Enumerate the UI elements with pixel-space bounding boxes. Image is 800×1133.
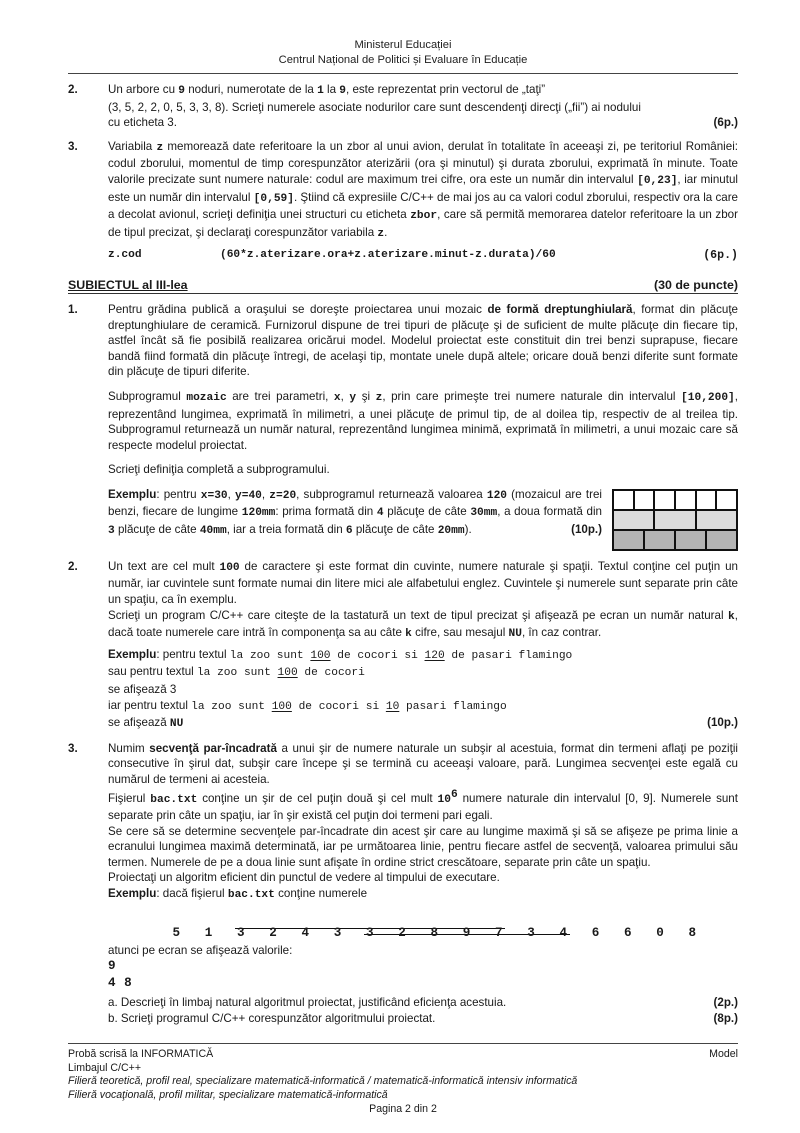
- footer-language: Limbajul C/C++: [68, 1061, 142, 1074]
- s3p3-output-line-2: 4 8: [108, 976, 133, 991]
- p2-l1e: la: [323, 83, 340, 96]
- s3p3-ex-b: conţine numerele: [274, 887, 368, 901]
- s3p2-ex1-prefix: : pentru textul: [156, 647, 230, 661]
- footer-page-number: Pagina 2 din 2: [369, 1103, 437, 1116]
- problem-2-number: 2.: [68, 83, 78, 96]
- p2-l1f: 9: [339, 85, 346, 97]
- problem-2: [68, 82, 738, 131]
- s3p1-ex-x: x=30: [200, 489, 228, 502]
- s3p1-ex-f: : prima formată din: [275, 505, 377, 519]
- s3p2-ex2-t2: de cocori: [297, 667, 365, 680]
- mosaic-tile: [655, 491, 674, 509]
- subject-3-points: (30 de puncte): [654, 277, 738, 292]
- s3p2-ex3-out-a: se afişează: [108, 716, 170, 730]
- s3p1-d: are trei parametri,: [226, 389, 334, 403]
- s3p3-d: conţine un şir de cel puţin două şi cel mult: [197, 791, 438, 805]
- footer-filiera-vocationala: Filieră vocaţională, profil militar, specializare matematică-informatică: [68, 1088, 388, 1101]
- mosaic-tile: [697, 491, 716, 509]
- s3p2-ex1-u2: 120: [424, 649, 445, 662]
- s3p2-ex1-t2: de cocori si: [330, 649, 425, 662]
- problem-2-line3: [108, 115, 738, 131]
- s3p3-item-b-points: (8p.): [713, 1012, 738, 1026]
- s3p3-a: Numim: [108, 741, 150, 755]
- s3p1-rect-emphasis: de formă dreptunghiulară: [487, 302, 633, 316]
- p2-l3: cu eticheta 3.: [108, 116, 177, 130]
- p3-var-z2: z: [377, 227, 385, 240]
- p2-l1d: 1: [317, 85, 324, 97]
- problem-3-points: (6p.): [703, 249, 738, 263]
- mosaic-tile: [676, 531, 705, 549]
- expr-takeoff-hour-text: (60*z.aterizare.ora+z.aterizare.minut-z.durata)/60: [220, 249, 556, 262]
- s3p2-k2: k: [405, 628, 412, 641]
- header-divider: [68, 73, 738, 74]
- expr-zcod: z.cod: [108, 249, 142, 262]
- s3p3-file-name: bac.txt: [150, 793, 198, 806]
- sequence-digit: 4: [559, 926, 568, 941]
- s3p1-points: (10p.): [571, 523, 602, 537]
- s3p1-ex-j: , iar a treia formată din: [226, 523, 346, 537]
- problem-3: [68, 139, 738, 264]
- sequence-digit: 9: [462, 926, 471, 941]
- s3p1-ex-k: plăcuţe de câte: [352, 523, 438, 537]
- footer-model-label: Model: [709, 1048, 738, 1061]
- mosaic-band-bottom: [614, 531, 736, 549]
- sequence-digit: 6: [591, 926, 600, 941]
- s3p2-para-2: [108, 608, 738, 643]
- s3p1-ex-z: z=20: [269, 489, 297, 502]
- s3p3-pow-exp: 6: [450, 788, 458, 801]
- p2-l1b: 9: [178, 85, 185, 97]
- s3p1-ex-val: 120: [486, 489, 508, 502]
- s3p1-ex-l2: 40: [199, 525, 214, 538]
- mosaic-tile: [717, 491, 736, 509]
- s3-problem-2-body: [108, 559, 738, 733]
- p2-l1a: Un arbore cu: [108, 83, 179, 96]
- s3p1-ex-mm4: mm: [451, 525, 465, 538]
- sequence-gap: [600, 926, 624, 940]
- s3p1-ex-n3: 6: [345, 525, 353, 538]
- s3p1-g: , prin care primeşte trei numere naturale din intervalul: [382, 389, 682, 403]
- s3p2-para-1: [108, 559, 738, 608]
- s3p2-ex3-out-b: NU: [169, 718, 184, 731]
- s3p3-item-b: b. Scrieţi programul C/C++ corespunzător algoritmului proiectat.: [108, 1012, 436, 1026]
- s3p3-para-2: [108, 788, 738, 824]
- s3p1-c: Subprogramul: [108, 389, 187, 403]
- s3p1-b: , format din plăcuţe dreptunghiulare de ceramică. Furnizorul dispune de trei tipuri de plăcuţe şi de suficient de multe plăcuţe din fiecare tip, astfel încât să fie posibilă realizarea oricărui model. Modelul proiectat este constituit din trei benzi suprapuse, fiecare bandă fiind formată din plăcuţe întregi, de acelaşi tip, montate unele după altele; oricare două benzi diferite sunt formate din plăcuţe de tipuri diferite.: [108, 302, 738, 379]
- s3p1-ex-n2: 3: [108, 525, 115, 538]
- sequence-digit: 5: [172, 926, 181, 941]
- s3p1-ex-n1: 4: [376, 507, 384, 520]
- s3-problem-2-number: 2.: [68, 559, 78, 573]
- s3p2-e: cifre, sau mesajul: [411, 626, 509, 640]
- sequence-gap: [471, 926, 495, 940]
- sequence-digit: 3: [527, 926, 536, 941]
- s3p1-ex-a: : pentru: [156, 487, 201, 501]
- sequence-digit: 2: [398, 926, 407, 941]
- s3-problem-3: [68, 741, 738, 1027]
- s3p3-para-3: Se cere să se determine secvenţele par-încadrate din acest şir care au lungime maximă şi să se afişeze pe prima linie a ecranului lungimea maximă determinată, iar pe următoarea linie, pentru fiecare astfel de secvenţă, valoarea primului său termen. Numerele de pe a doua linie sunt afişate în ordine strict crescătoare, separate prin câte un spaţiu.: [108, 824, 738, 869]
- s3p3-e: numere naturale din intervalul [0, 9]. Numerele sunt separate prin câte un spaţiu, iar în şir există cel puţin doi termeni pari egali.: [108, 791, 738, 823]
- s3p2-d: , dacă toate numerele care intră în componenţa sa au câte: [108, 608, 738, 640]
- problem-2-points: (6p.): [713, 116, 738, 130]
- problem-2-line1: [108, 82, 738, 100]
- s3p1-ex-y: y=40: [235, 489, 262, 502]
- s3p1-ex-mm3: mm: [213, 525, 227, 538]
- subject-3-label: SUBIECTUL al III-lea: [68, 277, 188, 292]
- p2-l2b: . Scrieţi numerele asociate nodurilor care sunt descendenţi direcţi („fii”) ai nodului: [225, 100, 641, 114]
- sequence-gap: [277, 926, 301, 940]
- s3p2-ex3-u1: 100: [271, 700, 292, 713]
- s3p3-c: Fişierul: [108, 791, 151, 805]
- s3p2-c: Scrieţi un program C/C++ care citeşte de la tastatură un text de tipul precizat şi afişează pe ecran un număr natural: [108, 608, 729, 622]
- s3-problem-3-number: 3.: [68, 741, 78, 755]
- footer-divider: [68, 1043, 738, 1044]
- s3p1-ex-l: ).: [464, 523, 472, 537]
- s3p2-ex1-t3: de pasari flamingo: [444, 649, 573, 662]
- s3p1-ex-h: , a doua formată din: [497, 505, 602, 519]
- s3p1-example-text: [108, 487, 612, 540]
- s3p3-para-4: Proiectaţi un algoritm eficient din punctul de vedere al timpului de executare.: [108, 871, 500, 885]
- sequence-digit: 8: [688, 926, 697, 941]
- s3p3-pow-base: 10: [437, 793, 451, 806]
- s3p1-para-3: Scrieţi definiţia completă a subprogramului.: [108, 463, 330, 477]
- s3p2-ex1-t1: la zoo sunt: [229, 649, 311, 662]
- s3p1-example-row: [108, 487, 738, 551]
- s3-problem-1-body: [108, 302, 738, 551]
- s3p3-item-a-points: (2p.): [713, 996, 738, 1010]
- document-header: [68, 38, 738, 68]
- s3p1-example-label: Exemplu: [108, 487, 157, 501]
- p2-l1g: , este reprezentat prin vectorul de „taţi”: [346, 83, 546, 96]
- s3p2-example-1: [108, 647, 738, 665]
- s3p2-ex3-t2: de cocori si: [291, 700, 386, 713]
- s3p2-ex3-t1: la zoo sunt: [191, 700, 272, 713]
- s3p3-number-sequence: [108, 911, 738, 941]
- subject-3-header: [68, 278, 738, 294]
- mosaic-tile: [635, 491, 654, 509]
- s3p2-nu: NU: [508, 628, 522, 641]
- sequence-digit: 8: [430, 926, 439, 941]
- sequence-gap: [342, 926, 366, 940]
- p3-d: . Ştiind că expresiile C/C++ de mai jos au ca valori codul zborului, respectiv ora la care a decolat avionul, scrieţi definiţia unei structuri cu eticheta: [108, 190, 738, 222]
- s3-problem-3-body: [108, 741, 738, 1027]
- mosaic-figure: [612, 489, 738, 551]
- s3p2-points: (10p.): [707, 716, 738, 730]
- mosaic-band-top: [614, 491, 736, 509]
- s3p2-ex3-prefix: iar pentru textul: [108, 698, 192, 712]
- problem-2-body: [108, 82, 738, 131]
- s3p3-then-text: atunci pe ecran se afişează valorile:: [108, 943, 293, 957]
- problem-2-line2: [108, 100, 738, 116]
- s3p3-sequence-digits: [172, 926, 696, 940]
- footer-exam-title: Probă scrisă la INFORMATICĂ: [68, 1048, 214, 1061]
- p3-c: , iar minutul este un număr din intervalul: [108, 172, 738, 204]
- sequence-gap: [213, 926, 237, 940]
- p3-b: memorează date referitoare la un zbor al unui avion, derulat în totalitate în aceeaşi zi, pe teritoriul României: codul zborului, momentul de timp corespunzător aterizării (ora şi minutul) şi durata zborului, exprimată în minute. Toate valorile precizate sunt numere naturale: codul are maximum trei cifre, ora este un număr din intervalul: [108, 139, 738, 186]
- s3p2-example-label: Exemplu: [108, 647, 157, 661]
- sequence-gap: [406, 926, 430, 940]
- p3-f: .: [384, 225, 388, 239]
- s3p3-output-line-1: 9: [108, 959, 117, 974]
- problem-3-text: [108, 139, 738, 243]
- center-line: Centrul Național de Politici și Evaluare în Educație: [278, 54, 528, 66]
- s3p2-example-2: [108, 664, 738, 682]
- mosaic-tile: [655, 511, 694, 529]
- s3p2-ex2-u1: 100: [277, 667, 298, 680]
- sequence-digit: 2: [269, 926, 278, 941]
- s3p3-para-1: [108, 741, 738, 788]
- sequence-digit: 3: [365, 926, 375, 941]
- sequence-digit: 0: [656, 926, 665, 941]
- s3p1-interval: [10,200]: [681, 391, 735, 404]
- document-footer: [68, 1043, 738, 1117]
- s3p1-ex-mm1: mm: [261, 507, 276, 520]
- sequence-gap: [568, 926, 592, 940]
- s3p1-ex-l3: 20: [437, 525, 452, 538]
- s3p3-term-emphasis: secvenţă par-încadrată: [149, 741, 277, 755]
- s3p3-item-a-row: [108, 995, 738, 1011]
- sequence-gap: [535, 926, 559, 940]
- s3p1-ex-i: plăcuţe de câte: [114, 523, 200, 537]
- sequence-gap: [503, 926, 527, 940]
- s3p1-subprogram-name: mozaic: [186, 391, 227, 404]
- s3p2-example-2-output: se afişează 3: [108, 683, 177, 697]
- sequence-gap: [374, 926, 398, 940]
- s3p1-para-2: [108, 389, 738, 453]
- s3p2-example-3: [108, 698, 738, 716]
- problem-3-body: [108, 139, 738, 264]
- s3p2-a: Un text are cel mult: [108, 559, 220, 573]
- s3p1-param-z: z: [375, 391, 383, 404]
- s3p2-ex3-t3: pasari flamingo: [399, 700, 507, 713]
- s3p1-f: şi: [356, 389, 376, 403]
- s3p3-item-a: a. Descrieţi în limbaj natural algoritmul proiectat, justificând eficienţa acestuia.: [108, 996, 507, 1010]
- problem-3-expression-row: [108, 248, 738, 264]
- ministry-line: Ministerul Educației: [354, 39, 452, 51]
- s3p1-ex-b: ,: [227, 487, 236, 501]
- sequence-gap: [245, 926, 269, 940]
- sequence-gap: [181, 926, 205, 940]
- sequence-digit: 6: [623, 926, 633, 941]
- p3-struct-name: zbor: [410, 210, 438, 223]
- s3p1-ex-e: (mozaicul are trei benzi, fiecare de lungime: [108, 487, 602, 519]
- sequence-digit: 3: [333, 926, 342, 941]
- s3p1-ex-g: plăcuţe de câte: [383, 505, 471, 519]
- p3-e: , care să permită memorarea datelor referitoare la un zbor de tipul precizat, şi declaraţi corespunzător variabila: [108, 208, 738, 239]
- p2-vector: (3, 5, 2, 2, 0, 5, 3, 3, 8): [108, 100, 226, 114]
- s3p1-a: Pentru grădina publică a oraşului se doreşte proiectarea unui mozaic: [108, 302, 488, 316]
- p3-a: Variabila: [108, 139, 157, 153]
- mosaic-tile: [614, 511, 653, 529]
- s3p2-ex2-t1: la zoo sunt: [196, 667, 278, 680]
- s3p1-ex-l1: 30: [470, 507, 484, 520]
- mosaic-tile: [676, 491, 695, 509]
- s3p1-e: ,: [340, 389, 350, 403]
- s3p3-item-b-row: [108, 1011, 738, 1027]
- s3p1-ex-mm2: mm: [483, 507, 498, 520]
- s3p2-b: de caractere şi este format din cuvinte, numere naturale şi spaţii. Textul conţine cel puţin un număr, iar cuvintele sunt formate numai din litere mici ale alfabetului englez. Cuvintele şi numerele sunt separate prin câte un spaţiu, ca în exemplu.: [108, 559, 738, 607]
- sequence-digit: 3: [236, 926, 246, 941]
- s3p3-example-intro: [108, 886, 738, 904]
- sequence-gap: [439, 926, 463, 940]
- s3p1-ex-b2: ,: [261, 487, 270, 501]
- s3p3-example-label: Exemplu: [108, 887, 157, 901]
- mosaic-tile: [614, 491, 633, 509]
- s3p3-b: a unui şir de numere naturale un subşir al acestuia, format din termeni aflaţi pe poziţii consecutive în şirul dat, subşir care începe şi se termină cu aceeaşi valoare, pară. Lungimea secvenţei este egală cu numărul de termeni ai acesteia.: [108, 741, 738, 786]
- p3-interval-hour: [0,23]: [637, 174, 678, 187]
- s3p2-k1: k: [728, 610, 735, 623]
- p3-interval-minute: [0,59]: [253, 192, 294, 205]
- s3p2-ex2-prefix: sau pentru textul: [108, 665, 197, 679]
- p2-l1c: noduri, numerotate de la: [184, 83, 318, 96]
- sequence-gap: [664, 926, 688, 940]
- s3p2-ex3-u2: 10: [385, 700, 400, 713]
- mosaic-tile: [614, 531, 643, 549]
- footer-filiera-teoretica: Filieră teoretică, profil real, specializare matematică-informatică / matematică-informatică intensiv informatică: [68, 1075, 578, 1088]
- s3p3-ex-file: bac.txt: [227, 889, 275, 902]
- mosaic-tile: [697, 511, 736, 529]
- s3p3-ex-a: : dacă fişierul: [156, 887, 228, 901]
- s3-problem-1-number: 1.: [68, 302, 78, 316]
- footer-row-1: [68, 1048, 738, 1062]
- sequence-digit: 1: [204, 926, 213, 941]
- s3p1-ex-len: 120: [241, 507, 262, 520]
- sequence-gap: [310, 926, 334, 940]
- mosaic-band-middle: [614, 511, 736, 529]
- p3-var-z: z: [156, 141, 164, 154]
- sequence-gap: [632, 926, 656, 940]
- s3-problem-2: [68, 559, 738, 733]
- sequence-digit: 7: [494, 926, 504, 941]
- problem-3-number: 3.: [68, 139, 78, 153]
- s3p1-h: , reprezentând lungimea, exprimată în milimetri, a unei plăcuţe de primul tip, de al doilea tip, respectiv de al treilea tip. Subprogramul returnează un număr natural, reprezentând lungimea minimă, exprimată în milimetri, a unui mozaic care să respecte modelul proiectat.: [108, 389, 738, 452]
- s3-problem-1: [68, 302, 738, 551]
- s3p1-param-y: y: [349, 391, 357, 404]
- mosaic-tile: [645, 531, 674, 549]
- s3p1-param-x: x: [333, 391, 341, 404]
- s3p1-ex-d: , subprogramul returnează valoarea: [296, 487, 487, 501]
- expr-takeoff-hour: [220, 248, 738, 264]
- s3p2-f: , în caz contrar.: [521, 626, 602, 640]
- s3p1-para-1: [108, 302, 738, 380]
- s3p2-ex1-u1: 100: [310, 649, 331, 662]
- s3p2-example-3-output: [108, 715, 738, 733]
- s3p2-max-chars: 100: [219, 561, 240, 574]
- mosaic-tile: [707, 531, 736, 549]
- sequence-digit: 4: [301, 926, 310, 941]
